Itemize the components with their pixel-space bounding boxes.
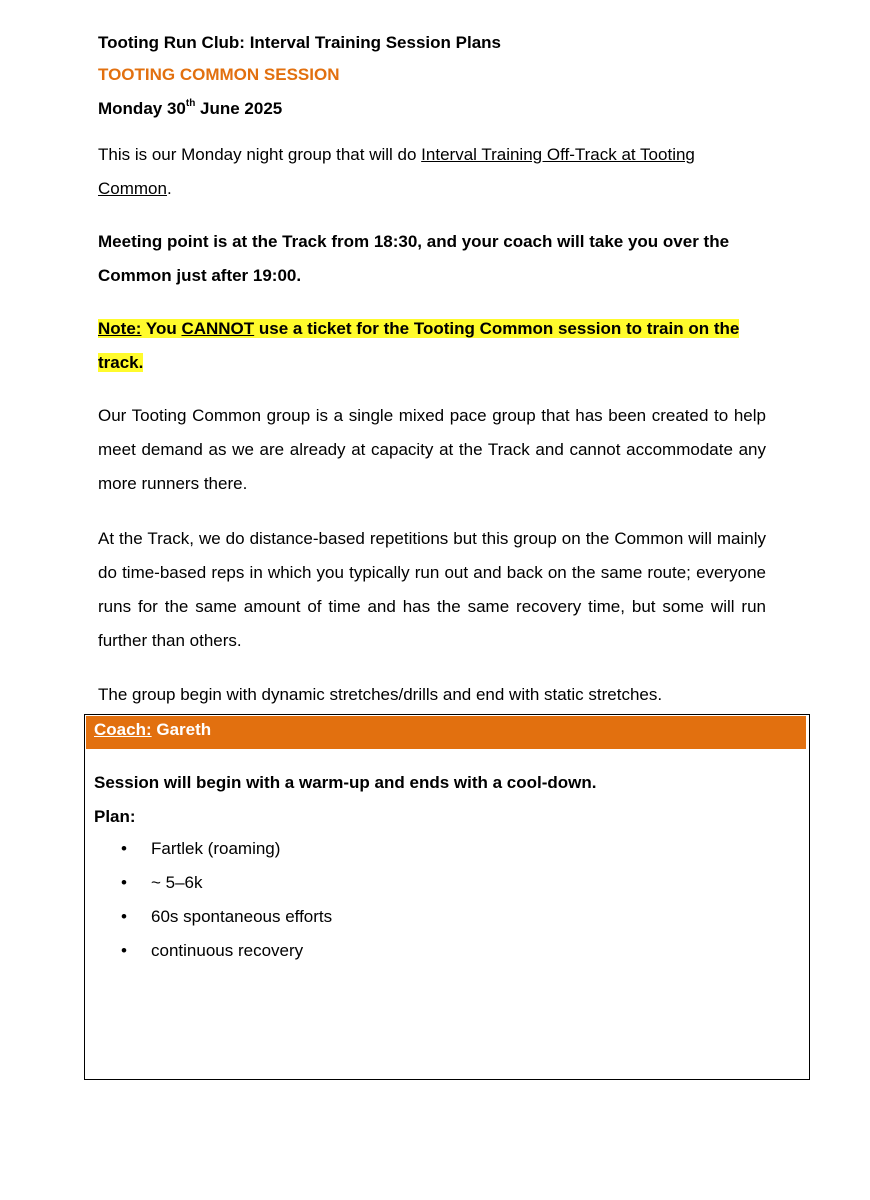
meeting-point-paragraph: Meeting point is at the Track from 18:30, and your coach will take you over the Common just after 19:00. bbox=[98, 232, 730, 285]
bullet-icon: • bbox=[121, 907, 127, 926]
date-rest: June 2025 bbox=[195, 99, 283, 118]
group-paragraph: Our Tooting Common group is a single mixed pace group that has been created to help meet demand as we are already at capacity at the Track and cannot accommodate any more runners there. bbox=[98, 406, 766, 493]
plan-item-text: 60s spontaneous efforts bbox=[151, 907, 333, 926]
intro-text-after: . bbox=[166, 179, 172, 198]
bullet-icon: • bbox=[121, 941, 127, 960]
track-paragraph: At the Track, we do distance-based repetitions but this group on the Common will mainly do time-based reps in which you typically run out and back on the same route; everyone runs for the same amount of time and has the same recovery time, but some will run further than others. bbox=[98, 529, 766, 650]
date-suffix: th bbox=[185, 98, 196, 110]
date-prefix: Monday 30 bbox=[98, 99, 186, 118]
document-title: Tooting Run Club: Interval Training Session Plans bbox=[98, 33, 501, 52]
coach-label: Coach: bbox=[94, 720, 152, 739]
bullet-icon: • bbox=[121, 839, 127, 858]
session-date bbox=[98, 99, 282, 119]
plan-item-text: Fartlek (roaming) bbox=[151, 839, 281, 858]
session-description: Session will begin with a warm-up and ends with a cool-down. bbox=[94, 773, 597, 792]
coach-plan-box bbox=[84, 714, 810, 1080]
stretches-paragraph: The group begin with dynamic stretches/drills and end with static stretches. bbox=[98, 685, 663, 704]
note-text-before: You bbox=[141, 319, 182, 338]
coach-header-bar bbox=[86, 716, 806, 749]
coach-name: Gareth bbox=[151, 720, 212, 739]
intro-link[interactable]: Interval Training Off-Track at Tooting Common bbox=[98, 145, 695, 198]
note-text-after: use a ticket for the Tooting Common session to train on the track. bbox=[98, 319, 740, 372]
plan-item-text: continuous recovery bbox=[151, 941, 304, 960]
intro-paragraph bbox=[98, 138, 766, 206]
note-paragraph bbox=[98, 312, 766, 380]
note-label: Note: bbox=[98, 319, 142, 338]
plan-label: Plan: bbox=[94, 807, 136, 826]
plan-item-text: ~ 5–6k bbox=[151, 873, 203, 892]
bullet-icon: • bbox=[121, 873, 127, 892]
intro-text-before: This is our Monday night group that will do bbox=[98, 145, 422, 164]
note-emphasis: CANNOT bbox=[181, 319, 255, 338]
note-highlight bbox=[98, 319, 739, 372]
session-name: TOOTING COMMON SESSION bbox=[98, 65, 340, 84]
